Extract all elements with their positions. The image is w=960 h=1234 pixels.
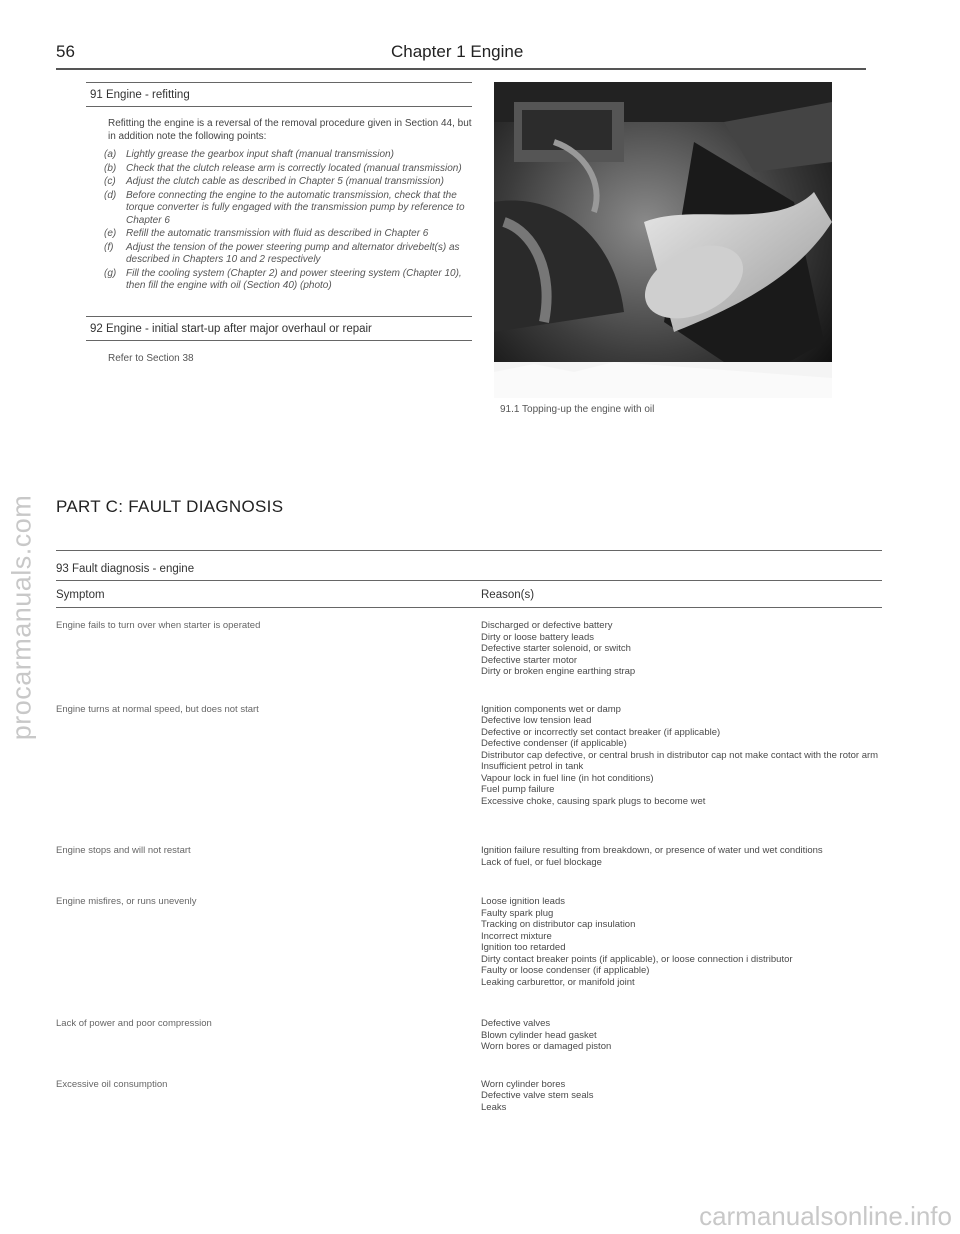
table-row [56, 896, 882, 988]
watermark-left-text: procarmanuals.com [6, 494, 37, 740]
reason-line: Defective condenser (if applicable) [481, 738, 627, 749]
fault-diagnosis [56, 550, 882, 1113]
reason-line: Vapour lock in fuel line (in hot conditions) [481, 772, 654, 784]
reason-line: Leaking carburettor, or manifold joint [481, 976, 635, 988]
reason-line: Worn bores or damaged piston [481, 1041, 612, 1052]
watermark-bottom: carmanualsonline.info [699, 1201, 952, 1231]
chapter-title: Chapter 1 Engine [391, 42, 524, 61]
reason-line: Discharged or defective battery [481, 620, 613, 631]
table-row [56, 1018, 882, 1053]
reasons-cell [481, 704, 882, 808]
reason-line: Defective low tension lead [481, 715, 592, 726]
list-item: (f) Adjust the tension of the power steering pump and alternator drivebelt(s) as described in Chapters 10 and 2 respectively [104, 241, 460, 265]
left-column [86, 82, 472, 364]
reason-line: Defective starter motor [481, 654, 578, 666]
reason-line: Leaks [481, 1101, 507, 1113]
reason-line: Insufficient petrol in tank [481, 761, 584, 772]
reason-line: Blown cylinder head gasket [481, 1029, 597, 1041]
table-row [56, 845, 882, 868]
reason-line: Loose ignition leads [481, 896, 565, 907]
list-item: (g) Fill the cooling system (Chapter 2) and power steering system (Chapter 10), then fill the engine with oil (Section 40) (photo) [104, 267, 462, 291]
section-92-text: Refer to Section 38 [108, 352, 194, 364]
fault-table [56, 620, 882, 1113]
page-number: 56 [56, 42, 75, 61]
list-item: (a) Lightly grease the gearbox input shaft (manual transmission) [104, 149, 394, 160]
watermark-left [2, 0, 42, 1234]
reason-line: Ignition components wet or damp [481, 703, 621, 715]
reasons-cell [481, 1018, 882, 1053]
list-item: (e) Refill the automatic transmission with fluid as described in Chapter 6 [104, 228, 429, 239]
part-c-title: PART C: FAULT DIAGNOSIS [56, 497, 284, 516]
list-item: (b) Check that the clutch release arm is correctly located (manual transmission) [104, 162, 462, 174]
column-header-symptom: Symptom [56, 589, 105, 601]
reason-line: Lack of fuel, or fuel blockage [481, 856, 602, 868]
photo-block [494, 82, 834, 415]
reason-line: Dirty contact breaker points (if applicable), or loose connection i distributor [481, 953, 793, 965]
reason-line: Dirty or loose battery leads [481, 631, 594, 643]
reason-line: Fuel pump failure [481, 784, 555, 795]
photo-caption: 91.1 Topping-up the engine with oil [500, 404, 655, 415]
section-92-title: 92 Engine - initial start-up after major overhaul or repair [90, 322, 372, 335]
reason-line: Defective starter solenoid, or switch [481, 643, 631, 654]
section-92-bottom-rule [86, 340, 472, 341]
engine-photo [494, 82, 832, 398]
symptom-cell: Lack of power and poor compression [56, 1018, 212, 1029]
reason-line: Ignition failure resulting from breakdown, or presence of water und wet conditions [481, 845, 823, 856]
list-item: (c) Adjust the clutch cable as described in Chapter 5 (manual transmission) [104, 176, 444, 187]
reason-line: Incorrect mixture [481, 930, 552, 942]
symptom-cell: Engine fails to turn over when starter is operated [56, 620, 261, 631]
section-91-intro: Refitting the engine is a reversal of the removal procedure given in Section 44, but in addition note the following points: [108, 118, 472, 142]
table-row [56, 704, 882, 808]
reason-line: Defective valves [481, 1018, 551, 1029]
reasons-cell [481, 845, 882, 868]
reason-line: Distributor cap defective, or central brush in distributor cap not make contact with the rotor arm [481, 749, 879, 761]
section-91-bottom-rule [86, 106, 472, 107]
reasons-cell [481, 620, 882, 678]
reason-line: Faulty or loose condenser (if applicable) [481, 965, 650, 976]
reason-line: Dirty or broken engine earthing strap [481, 666, 636, 677]
reason-line: Tracking on distributor cap insulation [481, 919, 636, 930]
reasons-cell [481, 1079, 882, 1114]
symptom-cell: Excessive oil consumption [56, 1078, 168, 1090]
reason-line: Defective valve stem seals [481, 1090, 594, 1101]
table-row [56, 620, 882, 678]
reason-line: Faulty spark plug [481, 907, 554, 919]
section-91-title: 91 Engine - refitting [90, 89, 190, 101]
table-header-rule [56, 607, 882, 608]
reason-line: Ignition too retarded [481, 942, 566, 953]
reasons-cell [481, 896, 882, 988]
column-header-reasons: Reason(s) [481, 589, 535, 601]
table-header [56, 581, 882, 607]
section-93-title: 93 Fault diagnosis - engine [56, 563, 195, 575]
reason-line: Defective or incorrectly set contact breaker (if applicable) [481, 726, 721, 738]
symptom-cell: Engine stops and will not restart [56, 845, 191, 856]
page-header [56, 38, 866, 66]
reason-line: Excessive choke, causing spark plugs to become wet [481, 795, 706, 807]
section-91-points [104, 149, 472, 293]
list-item: (d) Before connecting the engine to the automatic transmission, check that the torque converter is fully engaged with the transmission pump by reference to Chapter 6 [104, 189, 465, 226]
symptom-cell: Engine misfires, or runs unevenly [56, 896, 197, 907]
reason-line: Worn cylinder bores [481, 1078, 566, 1090]
symptom-cell: Engine turns at normal speed, but does not start [56, 703, 259, 715]
table-row [56, 1079, 882, 1114]
header-rule [56, 68, 866, 70]
